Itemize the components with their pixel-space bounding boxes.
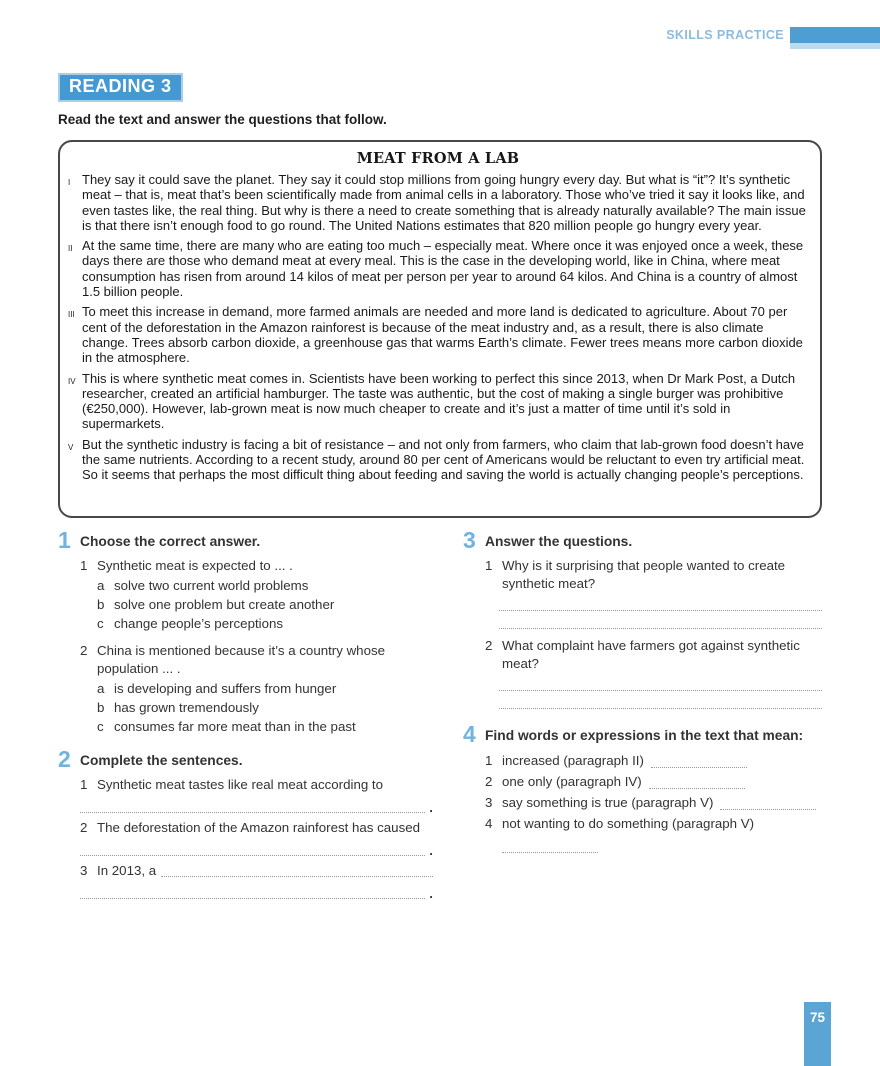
paragraph-4 xyxy=(68,371,808,432)
option-letter: b xyxy=(97,700,105,715)
paragraph-text: This is where synthetic meat comes in. Scientists have been working to perfect this since 2013, when Dr Mark Post, a Dutch researcher, created an artificial hamburger. The taste was authentic, but the cost of making a single burger was prohibitive (€250,000). However, lab-grown meat is now much cheaper to create and it’s just a matter of time until it’s sold in supermarkets. xyxy=(82,370,796,432)
question-2 xyxy=(80,642,433,736)
item-text: increased (paragraph II) xyxy=(502,753,644,768)
paragraph-text: At the same time, there are many who are eating too much – especially meat. Where once it was enjoyed once a week, these days there are those who demand meat at every meal. This is the case in the developing world, like in China, where meat consumption has risen from around 14 kilos of meat per person per year to around 64 kilos. And China is a country of almost 1.5 billion people. xyxy=(82,238,804,300)
paragraph-numeral: III xyxy=(68,310,75,320)
answer-line xyxy=(80,796,425,813)
item-text: In 2013, a xyxy=(97,863,157,878)
option-c xyxy=(97,614,433,633)
answer-line xyxy=(499,612,822,629)
question-text: What complaint have farmers got against synthetic meat? xyxy=(502,638,800,671)
question-row xyxy=(485,557,822,593)
item-number: 3 xyxy=(485,795,493,810)
question-number: 2 xyxy=(80,643,88,658)
item-number: 1 xyxy=(485,753,493,768)
page-number-badge: 75 xyxy=(804,1002,831,1066)
exercise-1-heading xyxy=(58,527,433,553)
question-text: Why is it surprising that people wanted to create synthetic meat? xyxy=(502,558,786,591)
exercise-title: Choose the correct answer. xyxy=(80,534,261,549)
option-text: change people’s perceptions xyxy=(114,616,284,631)
option-letter: c xyxy=(97,616,104,631)
question-number: 1 xyxy=(485,558,493,573)
sentence-row xyxy=(80,776,433,794)
option-letter: a xyxy=(97,681,105,696)
header-bar-dark xyxy=(790,27,880,43)
item-text: not wanting to do something (paragraph V) xyxy=(502,816,755,831)
item-number: 3 xyxy=(80,863,88,878)
exercise-2 xyxy=(58,746,433,901)
question-text: Synthetic meat is expected to ... . xyxy=(97,558,293,573)
find-word-1 xyxy=(485,751,822,771)
paragraph-3 xyxy=(68,304,808,365)
option-c xyxy=(97,717,433,736)
line-period: . xyxy=(429,800,433,815)
exercise-4-heading xyxy=(463,721,822,747)
find-word-2 xyxy=(485,772,822,792)
answer-line xyxy=(80,882,425,899)
sentence-3 xyxy=(80,862,433,899)
question-text: China is mentioned because it’s a country whose population ... . xyxy=(97,643,386,676)
option-a xyxy=(97,679,433,698)
passage-box xyxy=(58,140,822,518)
exercise-title: Answer the questions. xyxy=(485,534,633,549)
paragraph-numeral: I xyxy=(68,178,71,187)
reading-section-badge: READING 3 xyxy=(58,73,183,102)
answer-line-row xyxy=(80,883,433,899)
exercise-4-body xyxy=(485,751,822,853)
item-text: say something is true (paragraph V) xyxy=(502,795,714,810)
exercise-3-heading xyxy=(463,527,822,553)
paragraph-text: They say it could save the planet. They say it could stop millions from going hungry every day. But what is “it”? It’s synthetic meat – that is, meat that’s been scientifically made from animal cells in a laboratory. Those who’ve tried it say it looks like, and even tastes like, the real thing. But why is there a need to create something that is already naturally available? The main issue is that there isn’t enough food to go round. The United Nations estimates that 820 million people go hungry every year. xyxy=(82,172,806,233)
answer-line-row xyxy=(80,840,433,856)
header-bar-light xyxy=(790,43,880,49)
answer-line xyxy=(499,594,822,611)
sentence-2 xyxy=(80,819,433,856)
question-row xyxy=(80,642,433,678)
exercise-number: 1 xyxy=(58,527,71,553)
option-letter: b xyxy=(97,597,105,612)
exercise-4 xyxy=(463,721,822,853)
exercises-left-column xyxy=(58,527,433,905)
paragraph-numeral: IV xyxy=(68,376,76,386)
line-period: . xyxy=(429,843,433,858)
exercise-2-heading xyxy=(58,746,433,772)
sentence-row xyxy=(80,819,433,837)
answer-line xyxy=(499,692,822,709)
item-text: Synthetic meat tastes like real meat according to xyxy=(97,777,384,792)
exercise-title: Complete the sentences. xyxy=(80,753,243,768)
skills-practice-label: SKILLS PRACTICE xyxy=(666,28,784,42)
answer-line xyxy=(499,674,822,691)
item-text: The deforestation of the Amazon rainforest has caused xyxy=(97,820,421,835)
option-a xyxy=(97,576,433,595)
exercise-1-body xyxy=(80,557,433,736)
option-letter: c xyxy=(97,719,104,734)
exercise-3 xyxy=(463,527,822,709)
option-b xyxy=(97,595,433,614)
question-number: 2 xyxy=(485,638,493,653)
question-row xyxy=(80,557,433,575)
answer-line-inline xyxy=(161,862,433,877)
line-period: . xyxy=(429,886,433,901)
option-text: solve one problem but create another xyxy=(114,597,335,612)
option-text: is developing and suffers from hunger xyxy=(114,681,337,696)
find-word-3 xyxy=(485,793,822,813)
paragraph-text: But the synthetic industry is facing a bit of resistance – and not only from farmers, who claim that lab-grown food doesn’t have the same nutrients. According to a recent study, around 80 per cent of Americans would be reluctant to even try artificial meat. So it seems that perhaps the most difficult thing about feeding and saving the world is actually changing people’s perceptions. xyxy=(82,436,805,483)
exercise-2-body xyxy=(80,776,433,899)
instruction-text: Read the text and answer the questions that follow. xyxy=(58,112,387,127)
exercise-title: Find words or expressions in the text that mean: xyxy=(485,728,804,743)
paragraph-1 xyxy=(68,172,808,233)
find-word-4 xyxy=(485,814,822,853)
open-question-1 xyxy=(485,557,822,629)
exercise-number: 4 xyxy=(463,721,476,747)
paragraph-text: To meet this increase in demand, more farmed animals are needed and more land is dedicated to agriculture. About 70 per cent of the deforestation in the Amazon rainforest is because of the meat industry and, as a result, there is also climate change. Trees absorb carbon dioxide, a greenhouse gas that warms Earth’s climate. Fewer trees means more carbon dioxide in the atmosphere. xyxy=(82,304,803,366)
answer-line xyxy=(651,751,747,768)
item-text: one only (paragraph IV) xyxy=(502,774,642,789)
exercises-right-column xyxy=(463,527,822,905)
exercise-3-body xyxy=(485,557,822,709)
question-number: 1 xyxy=(80,558,88,573)
answer-line xyxy=(502,838,598,853)
option-text: consumes far more meat than in the past xyxy=(114,719,356,734)
item-number: 2 xyxy=(80,820,88,835)
answer-line-row xyxy=(80,797,433,813)
item-number: 2 xyxy=(485,774,493,789)
question-1 xyxy=(80,557,433,633)
answer-line xyxy=(649,772,745,789)
answer-line xyxy=(720,793,816,810)
paragraph-2 xyxy=(68,238,808,299)
option-letter: a xyxy=(97,578,105,593)
item-number: 4 xyxy=(485,816,493,831)
answer-line xyxy=(80,839,425,856)
question-row xyxy=(485,637,822,673)
passage-title: MEAT FROM A LAB xyxy=(356,150,520,167)
item-number: 1 xyxy=(80,777,88,792)
exercise-number: 3 xyxy=(463,527,476,553)
paragraph-numeral: V xyxy=(68,442,74,452)
paragraph-numeral: II xyxy=(68,244,73,254)
paragraph-5 xyxy=(68,437,808,483)
sentence-1 xyxy=(80,776,433,813)
item-row xyxy=(485,814,822,834)
exercise-number: 2 xyxy=(58,746,71,772)
sentence-row xyxy=(80,862,433,880)
exercise-1 xyxy=(58,527,433,736)
option-text: solve two current world problems xyxy=(114,578,309,593)
option-b xyxy=(97,698,433,717)
open-question-2 xyxy=(485,637,822,709)
option-text: has grown tremendously xyxy=(114,700,259,715)
exercises-section xyxy=(58,527,822,905)
